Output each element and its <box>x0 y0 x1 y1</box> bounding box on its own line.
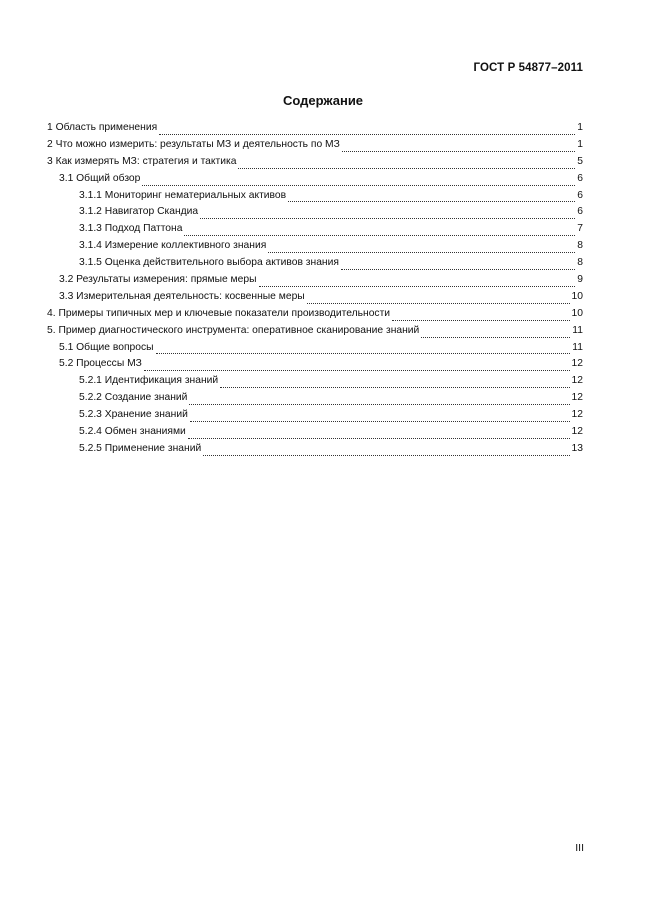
toc-entry-page: 1 <box>577 122 583 133</box>
toc-leader-dots <box>288 200 575 202</box>
toc-entry[interactable] <box>47 409 583 426</box>
toc-entry-page: 8 <box>577 257 583 269</box>
toc-entry-page: 10 <box>571 290 583 302</box>
page-number: III <box>575 842 584 854</box>
toc-leader-dots <box>259 285 576 287</box>
toc-entry[interactable] <box>47 156 583 173</box>
toc-leader-dots <box>392 319 569 321</box>
toc-leader-dots <box>184 234 575 236</box>
toc-entry-label: 5.1 Общие вопросы <box>59 341 154 353</box>
toc-leader-dots <box>189 403 569 405</box>
toc-entry[interactable] <box>47 358 583 375</box>
toc-entry-label: 3.1.3 Подход Паттона <box>79 223 183 235</box>
toc-entry-page: 9 <box>577 274 583 286</box>
toc-entry[interactable] <box>47 308 583 325</box>
toc-leader-dots <box>268 251 575 253</box>
toc-entry[interactable] <box>47 291 583 308</box>
toc-entry-page: 1 <box>577 138 583 150</box>
toc-entry-page: 6 <box>577 206 583 218</box>
toc-leader-dots <box>342 150 575 152</box>
toc-leader-dots <box>307 302 570 304</box>
toc-entry[interactable] <box>47 206 583 223</box>
toc-entry-label: 1 Область применения <box>47 122 158 133</box>
toc-leader-dots <box>159 133 575 135</box>
toc-entry[interactable] <box>47 122 583 139</box>
toc-entry[interactable] <box>47 392 583 409</box>
toc-leader-dots <box>341 268 575 270</box>
toc-entry-page: 12 <box>571 409 583 421</box>
toc-leader-dots <box>144 369 570 371</box>
toc-entry-page: 12 <box>571 375 583 387</box>
toc-leader-dots <box>220 386 569 388</box>
toc-entry[interactable] <box>47 375 583 392</box>
toc-entry-page: 10 <box>571 307 583 319</box>
toc-entry[interactable] <box>47 443 583 460</box>
toc-entry[interactable] <box>47 223 583 240</box>
toc-entry-label: 5.2.2 Создание знаний <box>79 392 188 404</box>
toc-entry[interactable] <box>47 257 583 274</box>
toc-entry[interactable] <box>47 139 583 156</box>
toc-entry-label: 5. Пример диагностического инструмента: оперативное сканирование знаний <box>47 324 420 336</box>
toc-leader-dots <box>156 352 571 354</box>
toc-leader-dots <box>190 420 570 422</box>
toc-leader-dots <box>421 336 570 338</box>
toc-entry-label: 5.2.1 Идентификация знаний <box>79 375 219 387</box>
toc-entry-page: 11 <box>572 324 583 336</box>
toc-entry[interactable] <box>47 240 583 257</box>
toc-entry-label: 3.1.1 Мониторинг нематериальных активов <box>79 189 287 201</box>
toc-leader-dots <box>200 217 575 219</box>
toc-entry[interactable] <box>47 190 583 207</box>
page-title: Содержание <box>282 93 364 108</box>
toc-leader-dots <box>238 167 575 169</box>
toc-entry[interactable] <box>47 173 583 190</box>
toc-entry-page: 13 <box>571 442 583 454</box>
toc-entry-label: 2 Что можно измерить: результаты МЗ и деятельность по МЗ <box>47 138 340 150</box>
toc-entry-label: 5.2.4 Обмен знаниями <box>79 426 186 438</box>
toc-entry-label: 3.1 Общий обзор <box>59 172 141 184</box>
toc-entry[interactable] <box>47 325 583 342</box>
toc-entry-label: 5.2.5 Применение знаний <box>79 442 202 454</box>
toc-entry-label: 3.1.4 Измерение коллективного знания <box>79 240 267 252</box>
toc-entry-label: 4. Примеры типичных мер и ключевые показатели производительности <box>47 307 391 319</box>
toc-leader-dots <box>203 454 569 456</box>
document-id: ГОСТ Р 54877–2011 <box>473 62 583 74</box>
toc-leader-dots <box>188 437 570 439</box>
toc-entry-label: 3.1.2 Навигатор Скандиа <box>79 206 199 218</box>
toc-entry[interactable] <box>47 342 583 359</box>
toc-entry-label: 3.2 Результаты измерения: прямые меры <box>59 274 257 286</box>
toc-entry-label: 5.2.3 Хранение знаний <box>79 409 188 421</box>
toc-entry-page: 6 <box>577 189 583 201</box>
toc-entry-page: 6 <box>577 172 583 184</box>
toc-entry-page: 8 <box>577 240 583 252</box>
toc-entry[interactable] <box>47 426 583 443</box>
toc-entry-page: 5 <box>577 155 583 167</box>
toc-leader-dots <box>142 184 575 186</box>
toc-entry-label: 3.3 Измерительная деятельность: косвенные меры <box>59 290 305 302</box>
toc-entry-label: 3.1.5 Оценка действительного выбора активов знания <box>79 257 339 269</box>
toc-entry-label: 5.2 Процессы МЗ <box>59 358 142 370</box>
toc-entry[interactable] <box>47 274 583 291</box>
toc-entry-page: 7 <box>577 223 583 235</box>
toc-entry-page: 11 <box>572 341 583 353</box>
toc-entry-label: 3 Как измерять МЗ: стратегия и тактика <box>47 155 237 167</box>
toc-entry-page: 12 <box>571 392 583 404</box>
toc-entry-page: 12 <box>571 426 583 438</box>
toc-entry-page: 12 <box>571 358 583 370</box>
table-of-contents <box>47 122 583 460</box>
